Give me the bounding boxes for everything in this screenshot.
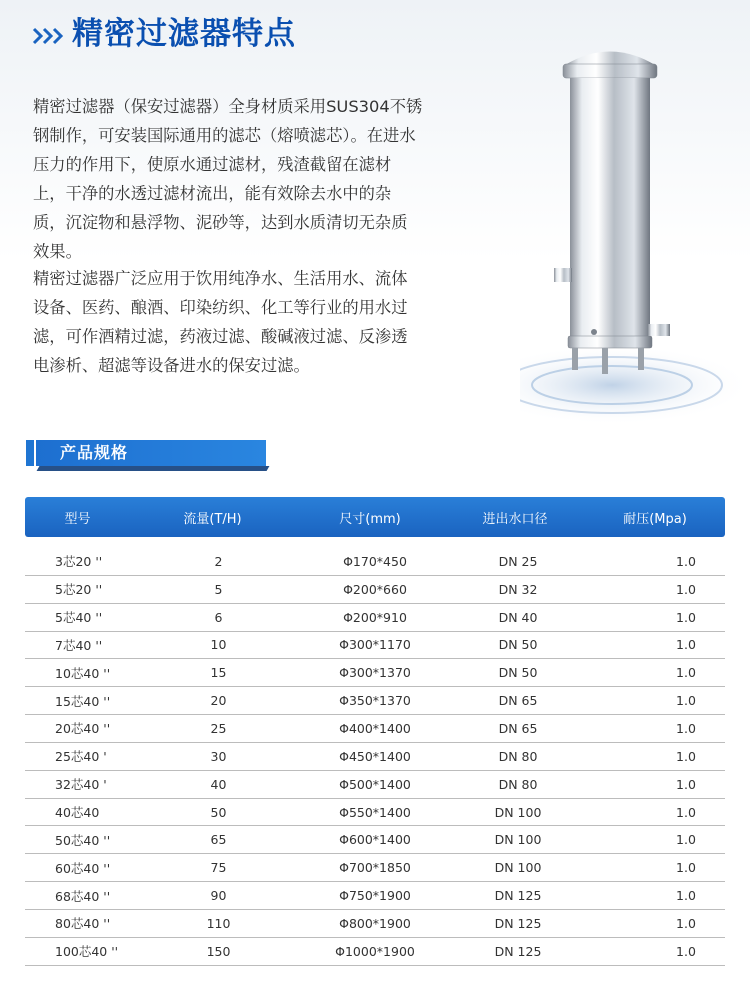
cell-size: Φ600*1400 [339,832,411,848]
cell-port: DN 125 [494,888,542,904]
cell-port: DN 65 [498,693,538,709]
description-paragraph-2 [33,264,423,380]
page-title: 精密过滤器特点 [72,16,296,52]
cell-port: DN 65 [498,720,538,736]
cell-pressure: 1.0 [676,665,696,681]
cell-flow: 2 [214,553,223,569]
cell-flow: 10 [210,637,227,653]
cell-model: 50芯40 '' [55,832,111,848]
cell-size: Φ500*1400 [339,776,411,792]
description-text-1: 精密过滤器（保安过滤器）全身材质采用SUS304不锈钢制作，可安装国际通用的滤芯（熔喷滤芯）。在进水压力的作用下，使原水通过滤材，残渣截留在滤材上，干净的水透过滤材流出，能有效除去水中的杂质，沉淀物和悬浮物、泥砂等，达到水质清切无杂质效果。 [33,97,423,261]
cell-pressure: 1.0 [676,748,696,764]
cell-port: DN 32 [498,581,538,597]
cell-size: Φ800*1900 [339,915,411,931]
cell-pressure: 1.0 [676,776,696,792]
table-row [25,604,725,632]
cell-pressure: 1.0 [676,720,696,736]
cell-port: DN 125 [494,915,542,931]
table-header [25,497,725,537]
table-row [25,882,725,910]
cell-flow: 110 [206,915,231,931]
header-model: 型号 [64,511,91,527]
spec-section-header [26,440,246,474]
table-row [25,771,725,799]
header-size: 尺寸(mm) [339,511,401,527]
cell-flow: 25 [210,720,227,736]
table-row [25,826,725,854]
cell-pressure: 1.0 [676,637,696,653]
cell-pressure: 1.0 [676,693,696,709]
cell-model: 60芯40 '' [55,860,111,876]
cell-port: DN 50 [498,665,538,681]
cell-pressure: 1.0 [676,915,696,931]
table-row [25,910,725,938]
table-row [25,938,725,966]
cell-flow: 20 [210,693,227,709]
cell-pressure: 1.0 [676,581,696,597]
cell-flow: 90 [210,888,227,904]
cell-size: Φ170*450 [343,553,407,569]
cell-pressure: 1.0 [676,888,696,904]
table-row [25,743,725,771]
cell-flow: 15 [210,665,227,681]
cell-port: DN 80 [498,776,538,792]
cell-port: DN 40 [498,609,538,625]
cell-size: Φ450*1400 [339,748,411,764]
spec-table-body [25,548,725,966]
header-port: 进出水口径 [482,511,548,527]
cell-pressure: 1.0 [676,832,696,848]
cell-pressure: 1.0 [676,609,696,625]
cell-flow: 50 [210,804,227,820]
cell-size: Φ300*1170 [339,637,411,653]
table-row [25,659,725,687]
cell-size: Φ300*1370 [339,665,411,681]
cell-pressure: 1.0 [676,804,696,820]
header-flow: 流量(T/H) [183,511,242,527]
cell-port: DN 100 [494,804,542,820]
cell-port: DN 100 [494,860,542,876]
cell-size: Φ550*1400 [339,804,411,820]
chevrons-right-icon [32,24,66,48]
cell-pressure: 1.0 [676,943,696,959]
cell-pressure: 1.0 [676,860,696,876]
cell-flow: 30 [210,748,227,764]
filter-housing-image [520,40,750,440]
cell-model: 32芯40 ' [55,777,107,793]
table-row [25,576,725,604]
cell-size: Φ400*1400 [339,720,411,736]
cell-model: 5芯20 '' [55,582,103,598]
cell-size: Φ200*910 [343,609,407,625]
cell-model: 80芯40 '' [55,916,111,932]
cell-size: Φ750*1900 [339,888,411,904]
table-row [25,548,725,576]
cell-flow: 75 [210,860,227,876]
cell-pressure: 1.0 [676,553,696,569]
table-row [25,687,725,715]
cell-model: 15芯40 '' [55,693,111,709]
header-pressure: 耐压(Mpa) [623,511,687,527]
cell-flow: 40 [210,776,227,792]
table-row [25,799,725,827]
cell-model: 20芯40 '' [55,721,111,737]
cell-flow: 6 [214,609,223,625]
cell-port: DN 100 [494,832,542,848]
cell-model: 3芯20 '' [55,554,103,570]
cell-port: DN 80 [498,748,538,764]
cell-model: 25芯40 ' [55,749,107,765]
cell-flow: 65 [210,832,227,848]
cell-model: 100芯40 '' [55,944,119,960]
description-paragraph-1 [33,92,423,266]
cell-port: DN 125 [494,943,542,959]
cell-model: 68芯40 '' [55,888,111,904]
table-row [25,854,725,882]
spec-title-shadow [37,466,270,471]
cell-size: Φ700*1850 [339,860,411,876]
description-text-2: 精密过滤器广泛应用于饮用纯净水、生活用水、流体设备、医药、酿酒、印染纺织、化工等行业的用水过滤，可作酒精过滤，药液过滤、酸碱液过滤、反渗透电渗析、超滤等设备进水的保安过滤。 [33,269,408,375]
cell-size: Φ350*1370 [339,693,411,709]
cell-size: Φ1000*1900 [335,943,415,959]
cell-model: 40芯40 [55,805,100,821]
table-row [25,632,725,660]
table-row [25,715,725,743]
cell-model: 10芯40 '' [55,665,111,681]
spec-accent-bar [26,440,34,466]
cell-flow: 150 [206,943,231,959]
cell-port: DN 25 [498,553,538,569]
cell-model: 7芯40 '' [55,637,103,653]
spec-title: 产品规格 [60,443,129,462]
cell-model: 5芯40 '' [55,610,103,626]
cell-size: Φ200*660 [343,581,407,597]
cell-port: DN 50 [498,637,538,653]
cell-flow: 5 [214,581,223,597]
